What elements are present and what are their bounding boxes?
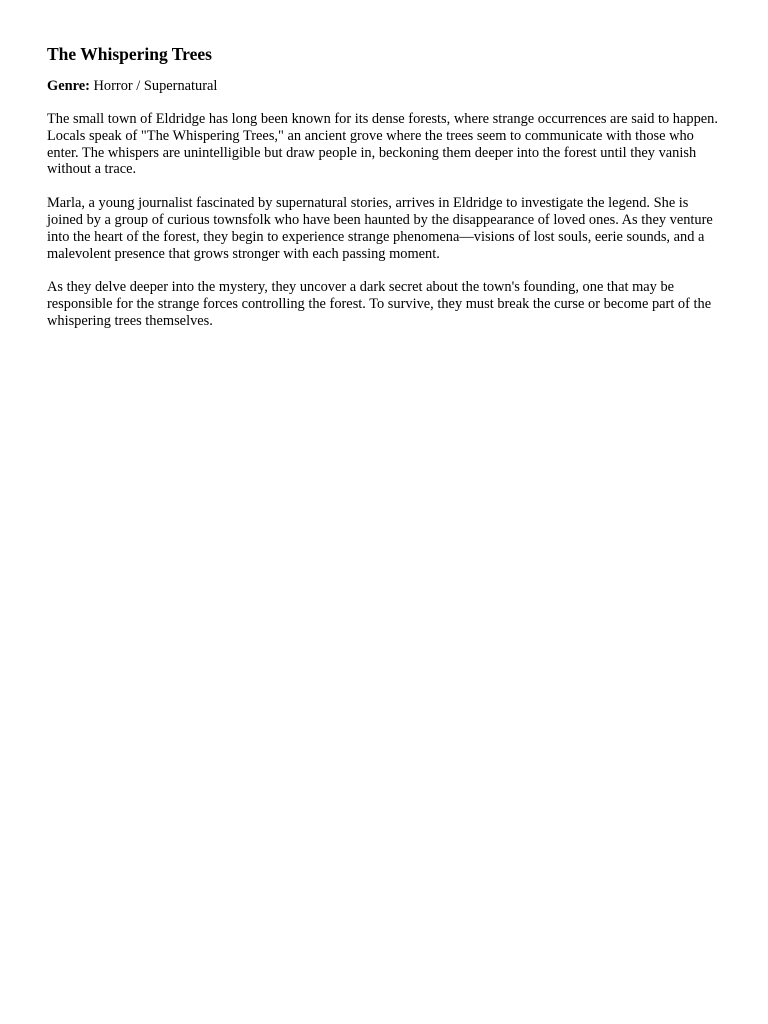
genre-value: Horror / Supernatural (93, 78, 218, 94)
genre-label: Genre: (47, 78, 90, 94)
document-title: The Whispering Trees (47, 44, 212, 64)
genre-line (47, 78, 721, 95)
paragraph-3: As they delve deeper into the mystery, they uncover a dark secret about the town's founding, one that may be responsible for the strange forces controlling the forest. To survive, they must break the curse or become part of the whispering trees themselves. (47, 279, 712, 329)
paragraph-1: The small town of Eldridge has long been known for its dense forests, where strange occurrences are said to happen. Locals speak of "The Whispering Trees," an ancient grove where the trees seem to communicate with those who enter. The whispers are unintelligible but draw people in, beckoning them deeper into the forest until they vanish without a trace. (47, 111, 718, 178)
paragraph-2: Marla, a young journalist fascinated by supernatural stories, arrives in Eldridge to investigate the legend. She is joined by a group of curious townsfolk who have been haunted by the disappearance of loved ones. As they venture into the heart of the forest, they begin to experience strange phenomena—visions of lost souls, eerie sounds, and a malevolent presence that grows stronger with each passing moment. (47, 195, 713, 262)
